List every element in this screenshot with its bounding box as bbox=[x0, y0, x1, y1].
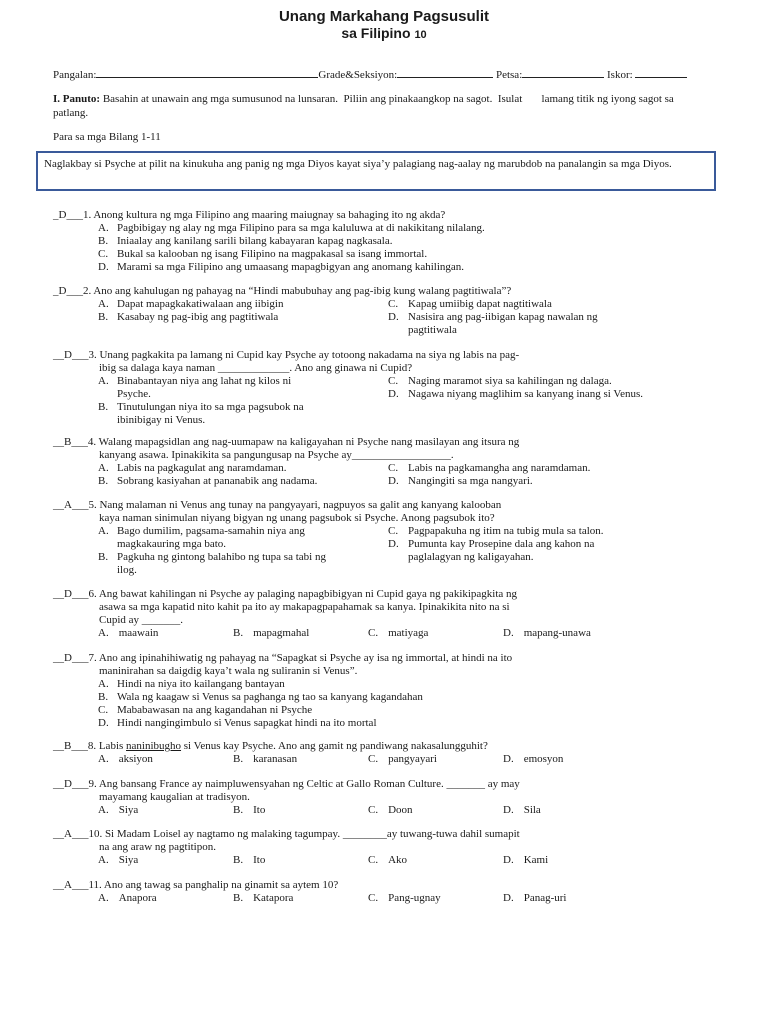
question-6 bbox=[53, 588, 723, 640]
question-stem: __B___8. Labis naninibugho si Venus kay Psyche. Ano ang gamit ng pandiwang nakasalungguhit? bbox=[53, 740, 488, 752]
question-stem: __A___11. Ano ang tawag sa panghalip na ginamit sa aytem 10? bbox=[53, 879, 339, 891]
underlined-verb: naninibugho bbox=[126, 740, 182, 752]
option-c: C. Kapag umiibig dapat nagtitiwala bbox=[388, 298, 552, 310]
instructions-text: Basahin at unawain ang mga sumusunod na lunsaran. Piliin ang pinakaangkop na sagot. Isulat lamang titik ng iyong sagot sa patlang. bbox=[53, 93, 677, 119]
option-b: B. Ito bbox=[233, 854, 266, 866]
exam-title: Unang Markahang Pagsusulit bbox=[278, 8, 490, 25]
instructions bbox=[53, 92, 703, 120]
name-blank[interactable] bbox=[96, 66, 318, 78]
option-d: D. Hindi nangingimbulo si Venus sapagkat hindi na ito mortal bbox=[98, 717, 377, 729]
option-b: B. Tinutulungan niya ito sa mga pagsubok na ibinibigay ni Venus. bbox=[98, 401, 304, 426]
grade-number: 10 bbox=[414, 29, 427, 41]
option-c: C. pangyayari bbox=[368, 753, 437, 765]
question-8 bbox=[53, 740, 723, 766]
option-d: D. Panag-uri bbox=[503, 892, 567, 904]
grade-section-blank[interactable] bbox=[397, 66, 493, 78]
option-c: C. Labis na pagkamangha ang naramdaman. bbox=[388, 462, 591, 474]
question-4 bbox=[53, 436, 723, 488]
option-b: B. karanasan bbox=[233, 753, 298, 765]
exam-subtitle bbox=[0, 25, 768, 41]
option-d: D. Sila bbox=[503, 804, 541, 816]
option-b: B. Katapora bbox=[233, 892, 294, 904]
option-a: A. Dapat mapagkakatiwalaan ang iibigin bbox=[98, 298, 284, 310]
instructions-label: I. Panuto: bbox=[53, 93, 101, 105]
option-c: C. Pang-ugnay bbox=[368, 892, 441, 904]
question-stem: __A___5. Nang malaman ni Venus ang tunay na pangyayari, nagpuyos sa galit ang kanyang kalooban kaya naman sinimulan niyang bigyan ng unang pagsubok si Psyche. Anong pagsubok ito? bbox=[53, 499, 502, 524]
question-2 bbox=[53, 285, 723, 337]
question-10 bbox=[53, 828, 723, 867]
question-stem: _D___2. Ano ang kahulugan ng pahayag na “Hindi mabubuhay ang pag-ibig kung walang pagtitiwala”? bbox=[53, 285, 512, 297]
student-info-header bbox=[53, 66, 723, 81]
option-d: D. Marami sa mga Filipino ang umaasang mapagbigyan ang anomang kahilingan. bbox=[98, 261, 465, 273]
option-b: B. Ito bbox=[233, 804, 266, 816]
option-b: B. Sobrang kasiyahan at pananabik ang nadama. bbox=[98, 475, 318, 487]
para-label: Para sa mga Bilang 1-11 bbox=[53, 131, 161, 143]
option-a: A. Binabantayan niya ang lahat ng kilos ni Psyche. bbox=[98, 375, 292, 400]
question-stem: __D___9. Ang bansang France ay naimpluwensyahan ng Celtic at Gallo Roman Culture. _______ ay may mayamang kaugalian at tradisyon. bbox=[53, 778, 520, 803]
option-a: A. Hindi na niya ito kailangang bantayan bbox=[98, 678, 285, 690]
score-blank[interactable] bbox=[635, 66, 687, 78]
question-7 bbox=[53, 652, 723, 730]
question-stem: __A___10. Si Madam Loisel ay nagtamo ng malaking tagumpay. ________ay tuwang-tuwa dahil sumapit na ang araw ng pagtitipon. bbox=[53, 828, 520, 853]
option-c: C. Mababawasan na ang kagandahan ni Psyche bbox=[98, 704, 313, 716]
option-d: D. Nasisira ang pag-iibigan kapag nawalan ng pagtitiwala bbox=[388, 311, 598, 336]
option-b: B. Wala ng kaagaw si Venus sa paghanga ng tao sa kanyang kagandahan bbox=[98, 691, 423, 703]
question-3 bbox=[53, 349, 723, 427]
option-a: A. aksiyon bbox=[98, 753, 153, 765]
date-blank[interactable] bbox=[522, 66, 604, 78]
question-stem: __D___3. Unang pagkakita pa lamang ni Cupid kay Psyche ay totoong nakadama na siya ng labis na pag- ibig sa dalaga kaya naman _____________. Ano ang ginawa ni Cupid? bbox=[53, 349, 520, 374]
passage-box: Naglakbay si Psyche at pilit na kinukuha ang panig ng mga Diyos kayat siya’y palagiang nag-aalay ng marubdob na panalangin sa mga Diyos. bbox=[36, 151, 716, 191]
question-stem: __B___4. Walang mapagsidlan ang nag-uumapaw na kaligayahan ni Psyche nang masilayan ang itsura ng kanyang asawa. Ipinakikita sa pangungusap na Psyche ay__________________. bbox=[53, 436, 520, 461]
option-d: D. Pumunta kay Prosepine dala ang kahon na paglalagyan ng kaligayahan. bbox=[388, 538, 595, 563]
question-5 bbox=[53, 499, 723, 577]
question-11 bbox=[53, 879, 723, 905]
question-stem: __D___7. Ano ang ipinahihiwatig ng pahayag na “Sapagkat si Psyche ay isa ng immortal, at hindi na ito maninirahan sa daigdig kaya’t wala ng suliranin si Venus”. bbox=[53, 652, 513, 677]
option-a: A. Siya bbox=[98, 854, 139, 866]
question-stem: _D___1. Anong kultura ng mga Filipino ang maaring maiugnay sa bahaging ito ng akda? bbox=[53, 209, 446, 221]
option-a: A. Siya bbox=[98, 804, 139, 816]
option-a: A. Labis na pagkagulat ang naramdaman. bbox=[98, 462, 287, 474]
option-c: C. Pagpapakuha ng itim na tubig mula sa talon. bbox=[388, 525, 604, 537]
name-label: Pangalan: bbox=[53, 69, 97, 81]
question-1 bbox=[53, 209, 723, 274]
question-9 bbox=[53, 778, 723, 817]
option-d: D. Nagawa niyang maglihim sa kanyang inang si Venus. bbox=[388, 388, 644, 400]
option-b: B. Iniaalay ang kanilang sarili bilang kabayaran kapag nagkasala. bbox=[98, 235, 393, 247]
option-c: C. matiyaga bbox=[368, 627, 429, 639]
option-d: D. mapang-unawa bbox=[503, 627, 591, 639]
date-label: Petsa: bbox=[495, 69, 523, 81]
option-d: D. Kami bbox=[503, 854, 549, 866]
option-d: D. emosyon bbox=[503, 753, 564, 765]
option-d: D. Nangingiti sa mga nangyari. bbox=[388, 475, 533, 487]
option-a: A. Pagbibigay ng alay ng mga Filipino para sa mga kaluluwa at di nakikitang nilalang. bbox=[98, 222, 485, 234]
option-c: C. Naging maramot siya sa kahilingan ng dalaga. bbox=[388, 375, 612, 387]
option-a: A. maawain bbox=[98, 627, 159, 639]
score-label: Iskor: bbox=[607, 69, 633, 81]
option-b: B. Kasabay ng pag-ibig ang pagtitiwala bbox=[98, 311, 279, 323]
grade-section-label: Grade&Seksiyon: bbox=[318, 69, 398, 81]
option-c: C. Ako bbox=[368, 854, 408, 866]
option-b: B. mapagmahal bbox=[233, 627, 310, 639]
option-a: A. Bago dumilim, pagsama-samahin niya ang magkakauring mga bato. bbox=[98, 525, 305, 550]
option-c: C. Bukal sa kalooban ng isang Filipino na magpakasal sa isang immortal. bbox=[98, 248, 428, 260]
question-stem: __D___6. Ang bawat kahilingan ni Psyche ay palaging napagbibigyan ni Cupid gaya ng pakikipagkita ng asawa sa mga kapatid nito kahit pa ito ay makapagpapahamak sa kanya. Ipinakikita nito na si Cupid ay _______. bbox=[53, 588, 518, 626]
subject-label: sa Filipino bbox=[341, 25, 411, 41]
option-c: C. Doon bbox=[368, 804, 413, 816]
option-b: B. Pagkuha ng gintong balahibo ng tupa sa tabi ng ilog. bbox=[98, 551, 326, 576]
option-a: A. Anapora bbox=[98, 892, 157, 904]
